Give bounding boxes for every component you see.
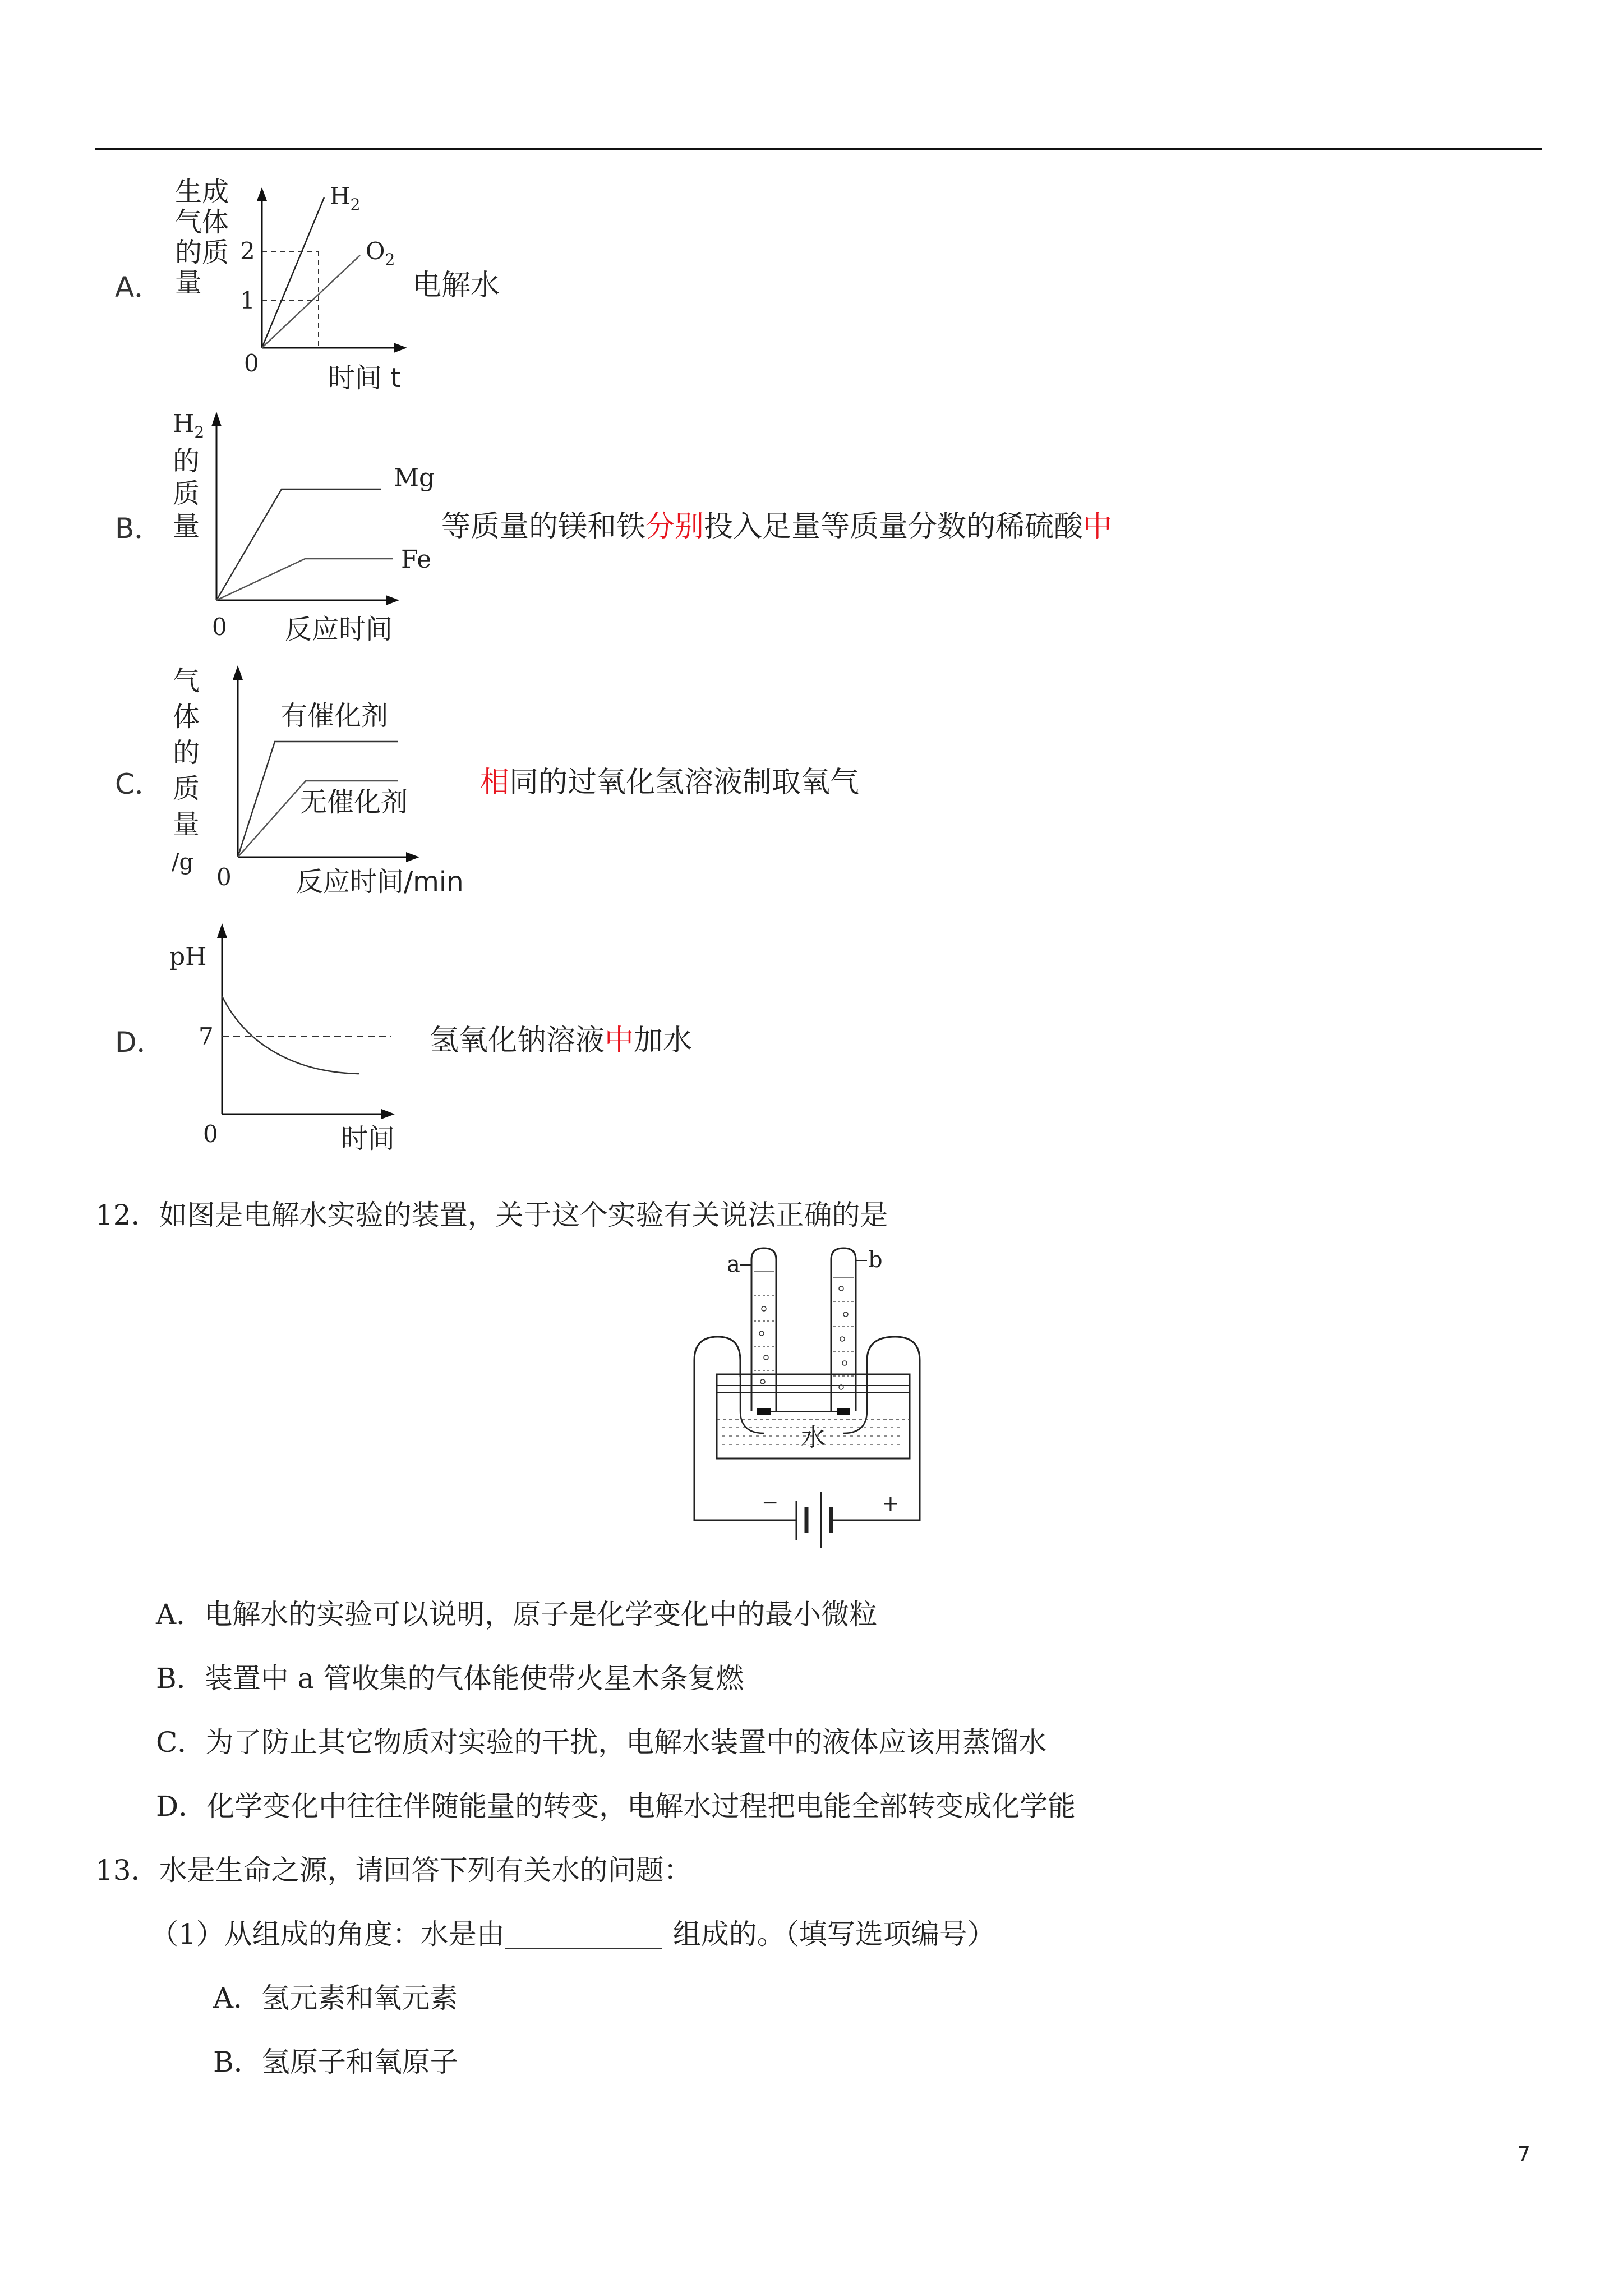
option-c-description: 相同的过氧化氢溶液制取氧气 — [480, 766, 860, 799]
electrode-right — [837, 1408, 850, 1415]
q12-choice-d: D．化学变化中往往伴随能量的转变，电解水过程把电能全部转变成化学能 — [156, 1790, 1076, 1823]
option-b-fe-line — [216, 559, 393, 600]
option-c-ylabel-1: 气 — [173, 665, 200, 697]
option-a-x-arrow — [394, 343, 407, 353]
option-d-graph — [163, 914, 454, 1161]
option-a-description: 电解水 — [412, 269, 500, 302]
option-b-origin: 0 — [212, 613, 227, 641]
option-c-graph — [163, 656, 488, 914]
option-b-y-arrow — [211, 412, 222, 426]
option-d-origin: 0 — [203, 1120, 218, 1148]
option-a-o2-line — [262, 255, 360, 348]
q12-stem: 12．如图是电解水实验的装置，关于这个实验有关说法正确的是 — [95, 1199, 888, 1231]
option-a-ylabel-4: 量 — [175, 267, 202, 298]
option-c-ylabel-5: 量 — [173, 809, 200, 840]
option-c-xlabel: 反应时间/min — [296, 866, 464, 898]
electrolysis-apparatus-diagram — [684, 1243, 948, 1562]
option-d-tick-7: 7 — [199, 1023, 214, 1050]
option-c-ylabel-2: 体 — [173, 701, 200, 733]
q13-choice-a: A．氢元素和氧元素 — [213, 1982, 458, 2014]
battery-minus-label: − — [762, 1491, 779, 1514]
option-d-curve — [222, 996, 359, 1074]
option-a-ylabel-1: 生成 — [175, 176, 229, 208]
option-a-ylabel-2: 气体 — [175, 206, 229, 238]
tube-a — [751, 1248, 776, 1411]
option-d-ylabel: pH — [169, 942, 207, 971]
option-c-letter: C． — [115, 768, 163, 800]
option-a-o2-label: $O_2$ — [366, 237, 395, 269]
option-a-tick-2: 2 — [240, 237, 255, 265]
header-rule — [95, 148, 1542, 150]
option-c-origin: 0 — [216, 863, 232, 891]
water-label: 水 — [801, 1423, 826, 1452]
option-b-x-arrow — [386, 595, 399, 605]
wire-left — [694, 1337, 796, 1520]
option-c-y-arrow — [233, 665, 243, 680]
option-b-ylabel-2: 的 — [173, 445, 200, 477]
option-d-x-arrow — [381, 1109, 395, 1119]
q13-answer-blank[interactable] — [505, 1925, 662, 1949]
q13-stem: 13．水是生命之源，请回答下列有关水的问题： — [95, 1854, 692, 1887]
option-a-y-arrow — [257, 187, 267, 201]
option-d-xlabel: 时间 — [341, 1123, 395, 1154]
page-number: 7 — [1518, 2143, 1530, 2166]
option-a-ylabel-3: 的质 — [175, 237, 229, 268]
option-a-h2-line — [262, 197, 324, 348]
wire-right — [831, 1337, 920, 1520]
option-b-ylabel-3: 质 — [173, 478, 200, 509]
tube-a-label: a — [727, 1251, 740, 1277]
option-a-tick-1: 1 — [240, 287, 255, 314]
option-d-letter: D． — [115, 1026, 165, 1059]
option-c-ylabel-4: 质 — [173, 773, 200, 804]
option-d-description: 氢氧化钠溶液中加水 — [430, 1024, 693, 1057]
q13-choice-b: B．氢原子和氧原子 — [213, 2046, 458, 2078]
option-c-catalyst-label: 有催化剂 — [280, 700, 389, 731]
option-a-h2-label: $H_2$ — [330, 182, 361, 214]
option-b-description: 等质量的镁和铁分别投入足量等质量分数的稀硫酸中 — [441, 510, 1113, 544]
option-b-letter: B． — [115, 512, 163, 545]
option-b-ylabel-h2: $H_2$ — [173, 409, 205, 441]
option-b-ylabel-4: 量 — [173, 510, 200, 542]
option-c-ylabel-3: 的 — [173, 737, 200, 769]
option-b-mg-line — [216, 489, 381, 600]
option-c-no-catalyst-label: 无催化剂 — [300, 786, 408, 818]
option-b-mg-label: Mg — [394, 463, 435, 492]
q12-choice-c: C．为了防止其它物质对实验的干扰，电解水装置中的液体应该用蒸馏水 — [156, 1726, 1047, 1759]
option-c-ylabel-unit: /g — [172, 849, 194, 875]
q13-sub1: （1）从组成的角度：水是由 组成的。（填写选项编号） — [150, 1918, 995, 1950]
tube-b-label: b — [868, 1247, 883, 1273]
q12-choice-a: A．电解水的实验可以说明，原子是化学变化中的最小微粒 — [156, 1598, 878, 1631]
option-a-letter: A． — [115, 271, 163, 303]
option-a-origin: 0 — [244, 349, 259, 377]
option-c-x-arrow — [406, 852, 419, 862]
option-b-xlabel: 反应时间 — [285, 614, 393, 645]
option-b-fe-label: Fe — [401, 545, 432, 574]
option-d-y-arrow — [217, 923, 227, 938]
option-a-xlabel: 时间 t — [328, 362, 402, 394]
option-b-graph — [163, 404, 454, 651]
q12-choice-b: B．装置中 a 管收集的气体能使带火星木条复燃 — [156, 1662, 744, 1695]
battery-plus-label: + — [882, 1491, 900, 1516]
electrode-left — [757, 1408, 771, 1415]
